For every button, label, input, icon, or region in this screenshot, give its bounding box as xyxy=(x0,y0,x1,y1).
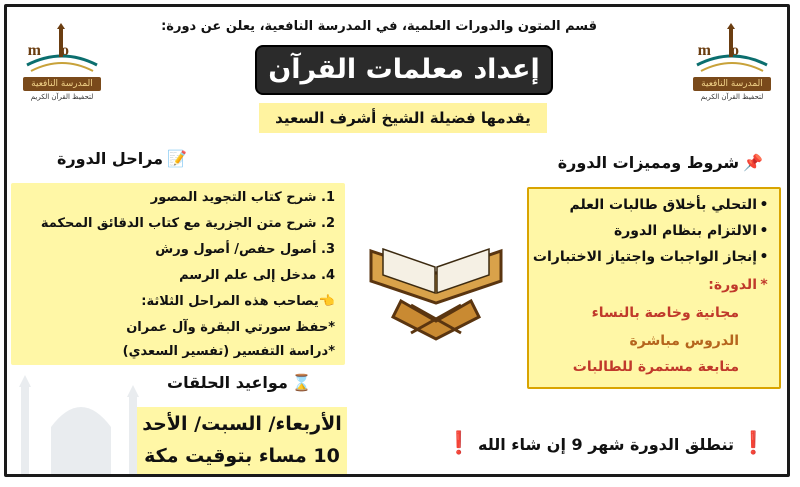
stage-item: 2. شرح متن الجزرية مع كتاب الدقائق المحكمة xyxy=(40,216,335,231)
logo-badge: المدرسة النافعية xyxy=(693,77,771,91)
condition-item: •الالتزام بنظام الدورة xyxy=(613,223,769,239)
accompany-label: 👈يصاحب هذه المراحل الثلاثة: xyxy=(141,294,335,309)
hourglass-icon: ⌛ xyxy=(291,373,312,392)
pushpin-icon: 📌 xyxy=(743,153,763,172)
schedule-days: الأربعاء/ السبت/ الأحد xyxy=(142,413,342,435)
svg-text:o: o xyxy=(731,42,739,59)
schedule-box xyxy=(137,407,347,475)
accompany-item: *حفظ سورتي البقرة وآل عمران xyxy=(126,320,335,335)
feature-item: متابعة مستمرة للطالبات xyxy=(572,359,739,375)
memo-icon: 📝 xyxy=(167,149,187,168)
school-logo-right xyxy=(687,21,777,105)
feature-item: مجانية وخاصة بالنساء xyxy=(591,305,739,321)
poster-frame xyxy=(4,4,790,477)
feature-item: الدروس مباشرة xyxy=(629,333,739,349)
quran-stand-icon xyxy=(361,221,511,341)
pointing-hand-icon: 👈 xyxy=(318,294,335,309)
logo-badge: المدرسة النافعية xyxy=(23,77,101,91)
accompany-item: *دراسة التفسير (تفسير السعدي) xyxy=(122,344,335,359)
exclamation-icon: ❗ xyxy=(445,431,473,456)
schedule-time: 10 مساء بتوقيت مكة xyxy=(144,445,340,467)
exclamation-icon: ❗ xyxy=(739,431,767,456)
conditions-box xyxy=(527,187,781,389)
logo-tagline: لتحفيظ القرآن الكريم xyxy=(30,93,94,101)
book-logo-icon xyxy=(687,21,777,77)
condition-item: •التحلي بأخلاق طالبات العلم xyxy=(569,197,769,213)
mosque-silhouette-icon xyxy=(11,357,151,477)
logo-tagline: لتحفيظ القرآن الكريم xyxy=(700,93,764,101)
stage-item: 3. أصول حفص/ أصول ورش xyxy=(155,242,335,257)
book-logo-icon xyxy=(17,21,107,77)
conditions-heading: 📌شروط ومميزات الدورة xyxy=(557,153,763,172)
school-logo-left xyxy=(17,21,107,105)
features-label: *الدورة: xyxy=(708,277,768,293)
condition-item: •إنجاز الواجبات واجتياز الاختبارات xyxy=(532,249,769,265)
intro-text: قسم المتون والدورات العلمية، في المدرسة النافعية، يعلن عن دورة: xyxy=(161,19,597,34)
footer-note: ❗ تنطلق الدورة شهر 9 إن شاء الله ❗ xyxy=(445,431,767,456)
course-title: إعداد معلمات القرآن xyxy=(255,45,553,95)
svg-text:m: m xyxy=(27,42,41,59)
schedule-heading: ⌛مواعيد الحلقات xyxy=(167,373,312,392)
stages-heading: 📝مراحل الدورة xyxy=(57,149,187,168)
svg-text:o: o xyxy=(61,42,69,59)
presenter-line: يقدمها فضيلة الشيخ أشرف السعيد xyxy=(259,103,547,133)
stage-item: 1. شرح كتاب التجويد المصور xyxy=(150,190,335,205)
stage-item: 4. مدخل إلى علم الرسم xyxy=(179,268,335,283)
stages-box xyxy=(11,183,345,365)
svg-text:m: m xyxy=(697,42,711,59)
